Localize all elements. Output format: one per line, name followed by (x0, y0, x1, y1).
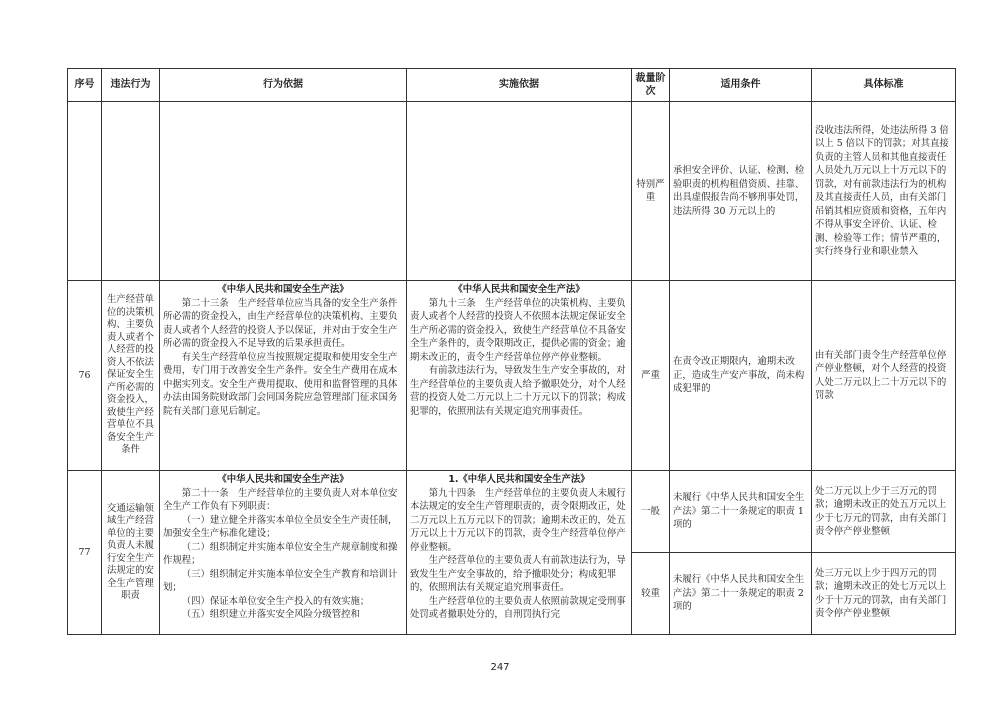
article-text: 第九十四条 生产经营单位的主要负责人未履行本法规定的安全生产管理职责的，责令限期改正，处二万元以上五万元以下的罚款；逾期未改正的，处五万元以上十万元以下的罚款，责令生产经营单位停产停业整顿。 (410, 487, 626, 553)
header-violation: 违法行为 (102, 69, 160, 102)
seq-cell: 77 (68, 471, 102, 635)
violation-cell: 交通运输领域生产经营单位的主要负责人未履行安全生产法规定的安全生产管理职责 (102, 471, 160, 635)
violation-cell (102, 102, 160, 281)
header-seq: 序号 (68, 69, 102, 102)
page-number: 247 (490, 662, 510, 673)
basis-cell (160, 471, 407, 635)
article-text: 生产经营单位的主要负责人依照前款规定受刑事处罚或者撤职处分的，自刑罚执行完 (410, 595, 626, 620)
standard-cell: 由有关部门责令生产经营单位停产停业整顿，对个人经营的投资人处二万元以上二十万元以下的罚款 (812, 281, 956, 471)
law-title: 《中华人民共和国安全生产法》 (217, 284, 349, 295)
duty-item: （二）组织制定并实施本单位安全生产规章制度和操作规程； (163, 541, 398, 566)
implement-cell (407, 471, 632, 635)
standard-cell: 没收违法所得，处违法所得 3 倍以上 5 倍以下的罚款；对其直接负责的主管人员和其他直接责任人员处九万元以上十万元以下的罚款，对有前款违法行为的机构及其直接责任人员，由有关部门吊销其相应资质和资格，五年内不得从事安全评价、认证、检测、检验等工作；情节严重的，实行终身行业和职业禁入 (812, 102, 956, 281)
implement-cell (407, 281, 632, 471)
duty-item: （一）建立健全并落实本单位全员安全生产责任制，加强安全生产标准化建设； (163, 514, 398, 539)
law-title: 《中华人民共和国安全生产法》 (217, 474, 349, 485)
header-implement: 实施依据 (407, 69, 632, 102)
condition-cell: 在责令改正期限内，逾期未改正，造成生产安产事故，尚未构成犯罪的 (670, 281, 812, 471)
article-text: 第九十三条 生产经营单位的决策机构、主要负责人或者个人经营的投资人不依照本法规定保证安全生产所必需的资金投入，致使生产经营单位不具备安全生产条件的，责令限期改正，提供必需的资金；逾期未改正的，责令生产经营单位停产停业整顿。 (410, 297, 626, 363)
header-standard: 具体标准 (812, 69, 956, 102)
seq-cell: 76 (68, 281, 102, 471)
level-cell: 一般 (632, 471, 670, 553)
level-cell: 特别严重 (632, 102, 670, 281)
standard-cell: 处三万元以上少于四万元的罚款；逾期未改正的处七万元以上少于十万元的罚款，由有关部门责令停产停业整顿 (812, 553, 956, 635)
duty-item: （五）组织建立并落实安全风险分级管控和 (181, 609, 360, 620)
level-cell: 较重 (632, 553, 670, 635)
article-text: 第二十一条 生产经营单位的主要负责人对本单位安全生产工作负有下列职责： (163, 487, 398, 512)
implement-cell (407, 102, 632, 281)
law-title: 1.《中华人民共和国安全生产法》 (448, 474, 590, 485)
basis-cell (160, 102, 407, 281)
duty-item: （三）组织制定并实施本单位安全生产教育和培训计划； (163, 568, 398, 593)
enforcement-table (67, 68, 956, 635)
article-text: 生产经营单位的主要负责人有前款违法行为，导致发生生产安全事故的，给予撤职处分；构成犯罪的，依照刑法有关规定追究刑事责任。 (410, 555, 626, 593)
article-text: 有关生产经营单位应当按照规定提取和使用安全生产费用，专门用于改善安全生产条件。安全生产费用在成本中据实列支。安全生产费用提取、使用和监督管理的具体办法由国务院财政部门会同国务院应急管理部门征求国务院有关部门意见后制定。 (163, 351, 398, 417)
table-row (68, 102, 956, 281)
condition-cell: 承担安全评价、认证、检测、检验职责的机构租借资质、挂靠、出具虚假报告尚不够刑事处罚，违法所得 30 万元以上的 (670, 102, 812, 281)
duty-item: （四）保证本单位安全生产投入的有效实施； (181, 595, 370, 607)
condition-cell: 未履行《中华人民共和国安全生产法》第二十一条规定的职责 2 项的 (670, 553, 812, 635)
violation-cell: 生产经营单位的决策机构、主要负责人或者个人经营的投资人不依法保证安全生产所必需的资金投入，致使生产经营单位不具备安全生产条件 (102, 281, 160, 471)
header-condition: 适用条件 (670, 69, 812, 102)
table-row (68, 471, 956, 553)
header-row (68, 69, 956, 102)
law-title: 《中华人民共和国安全生产法》 (453, 284, 585, 295)
table-row (68, 281, 956, 471)
header-level: 裁量阶次 (632, 69, 670, 102)
condition-cell: 未履行《中华人民共和国安全生产法》第二十一条规定的职责 1 项的 (670, 471, 812, 553)
level-cell: 严重 (632, 281, 670, 471)
standard-cell: 处二万元以上少于三万元的罚款；逾期未改正的处五万元以上少于七万元的罚款，由有关部门责令停产停业整顿 (812, 471, 956, 553)
header-basis: 行为依据 (160, 69, 407, 102)
article-text: 有前款违法行为，导致发生生产安全事故的，对生产经营单位的主要负责人给予撤职处分，对个人经营的投资人处二万元以上二十万元以下的罚款；构成犯罪的，依照刑法有关规定追究刑事责任。 (410, 365, 626, 417)
basis-cell (160, 281, 407, 471)
article-text: 第二十三条 生产经营单位应当具备的安全生产条件所必需的资金投入，由生产经营单位的决策机构、主要负责人或者个人经营的投资人予以保证，并对由于安全生产所必需的资金投入不足导致的后果承担责任。 (163, 297, 398, 349)
seq-cell (68, 102, 102, 281)
